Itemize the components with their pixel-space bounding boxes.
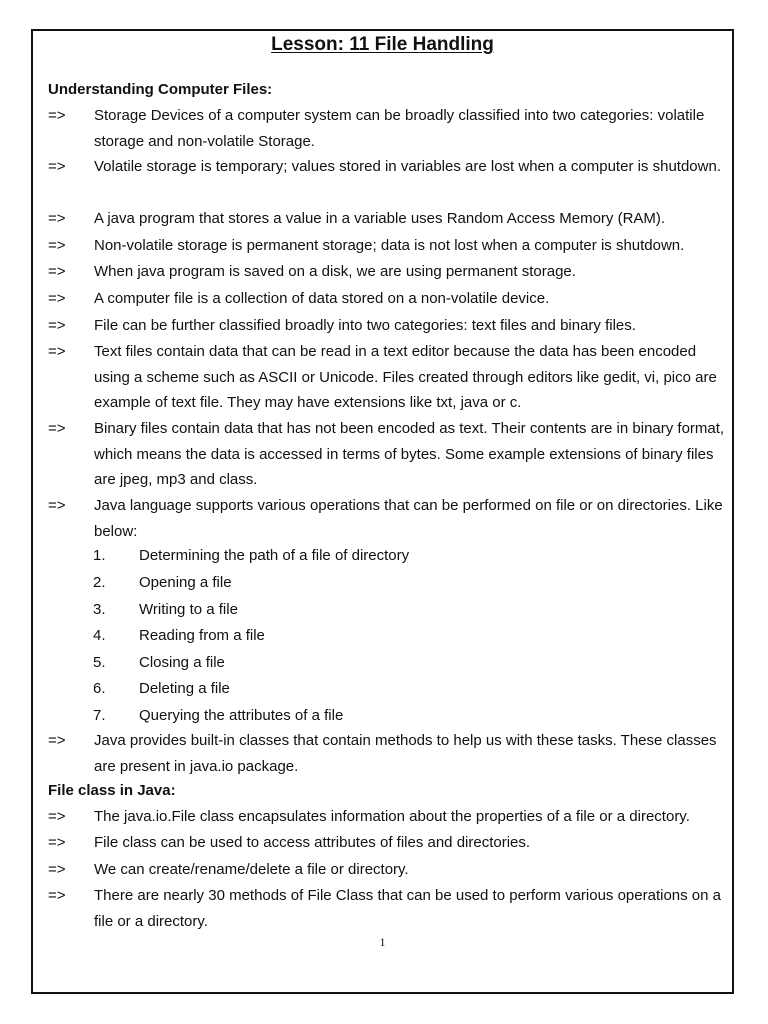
- bullet-text: Volatile storage is temporary; values stored in variables are lost when a computer is shutdown.: [94, 158, 721, 175]
- bullet-file-class-attributes: [48, 830, 728, 856]
- arrow-marker: =>: [48, 497, 66, 514]
- document-page: [31, 29, 734, 994]
- operation-number: 3.: [93, 601, 106, 618]
- bullet-binary-files: [48, 416, 728, 493]
- bullet-permanent-storage: [48, 259, 728, 285]
- bullet-non-volatile: [48, 233, 728, 259]
- bullet-create-rename-delete: [48, 857, 728, 883]
- bullet-text: Non-volatile storage is permanent storage; data is not lost when a computer is shutdown.: [94, 237, 685, 254]
- operation-number: 2.: [93, 574, 106, 591]
- bullet-volatile-storage: [48, 154, 728, 180]
- operation-number: 4.: [93, 627, 106, 644]
- arrow-marker: =>: [48, 210, 66, 227]
- section-heading-understanding-files: Understanding Computer Files:: [48, 81, 273, 98]
- bullet-java-ram: [48, 206, 728, 232]
- bullet-text: Storage Devices of a computer system can be broadly classified into two categories: volatile storage and non-volatile Storage.: [94, 107, 705, 150]
- bullet-text: A java program that stores a value in a variable uses Random Access Memory (RAM).: [94, 210, 666, 227]
- operation-text: Querying the attributes of a file: [139, 707, 344, 724]
- bullet-text: Java provides built-in classes that contain methods to help us with these tasks. These classes are present in java.io package.: [94, 732, 717, 775]
- bullet-built-in-classes: [48, 728, 728, 779]
- arrow-marker: =>: [48, 317, 66, 334]
- bullet-text: There are nearly 30 methods of File Class that can be used to perform various operations on a file or a directory.: [94, 887, 722, 930]
- operation-text: Determining the path of a file of directory: [139, 547, 410, 564]
- bullet-text: We can create/rename/delete a file or directory.: [94, 861, 409, 878]
- arrow-marker: =>: [48, 732, 66, 749]
- section-heading-file-class: File class in Java:: [48, 782, 176, 799]
- arrow-marker: =>: [48, 834, 66, 851]
- bullet-computer-file: [48, 286, 728, 312]
- arrow-marker: =>: [48, 158, 66, 175]
- bullet-text: The java.io.File class encapsulates information about the properties of a file or a directory.: [94, 808, 690, 825]
- operation-text: Writing to a file: [139, 601, 238, 618]
- arrow-marker: =>: [48, 237, 66, 254]
- bullet-file-categories: [48, 313, 728, 339]
- bullet-text: File class can be used to access attributes of files and directories.: [94, 834, 531, 851]
- operation-number: 5.: [93, 654, 106, 671]
- operation-number: 7.: [93, 707, 106, 724]
- arrow-marker: =>: [48, 107, 66, 124]
- bullet-storage-devices: [48, 103, 728, 154]
- operation-text: Opening a file: [139, 574, 232, 591]
- bullet-text: Text files contain data that can be read in a text editor because the data has been encoded using a scheme such as ASCII or Unicode. Files created through editors like gedit, vi, pico are example of text file. They may have extensions like txt, java or c.: [94, 343, 717, 411]
- operation-text: Closing a file: [139, 654, 225, 671]
- arrow-marker: =>: [48, 887, 66, 904]
- arrow-marker: =>: [48, 861, 66, 878]
- bullet-text: Java language supports various operations that can be performed on file or on directories. Like below:: [94, 497, 723, 540]
- bullet-text: A computer file is a collection of data stored on a non-volatile device.: [94, 290, 550, 307]
- arrow-marker: =>: [48, 263, 66, 280]
- page-number: 1: [379, 935, 386, 949]
- bullet-text: Binary files contain data that has not been encoded as text. Their contents are in binary format, which means the data is accessed in terms of bytes. Some example extensions of binary files are jpeg, mp3 and class.: [94, 420, 725, 488]
- arrow-marker: =>: [48, 290, 66, 307]
- bullet-text-files: [48, 339, 728, 416]
- bullet-thirty-methods: [48, 883, 728, 934]
- lesson-title: Lesson: 11 File Handling: [271, 34, 494, 55]
- bullet-text: When java program is saved on a disk, we are using permanent storage.: [94, 263, 576, 280]
- bullet-text: File can be further classified broadly into two categories: text files and binary files.: [94, 317, 636, 334]
- arrow-marker: =>: [48, 343, 66, 360]
- operation-number: 1.: [93, 547, 106, 564]
- bullet-file-class-encapsulates: [48, 804, 728, 830]
- operation-number: 6.: [93, 680, 106, 697]
- operation-text: Deleting a file: [139, 680, 230, 697]
- operation-text: Reading from a file: [139, 627, 265, 644]
- arrow-marker: =>: [48, 420, 66, 437]
- bullet-java-operations: [48, 493, 728, 544]
- arrow-marker: =>: [48, 808, 66, 825]
